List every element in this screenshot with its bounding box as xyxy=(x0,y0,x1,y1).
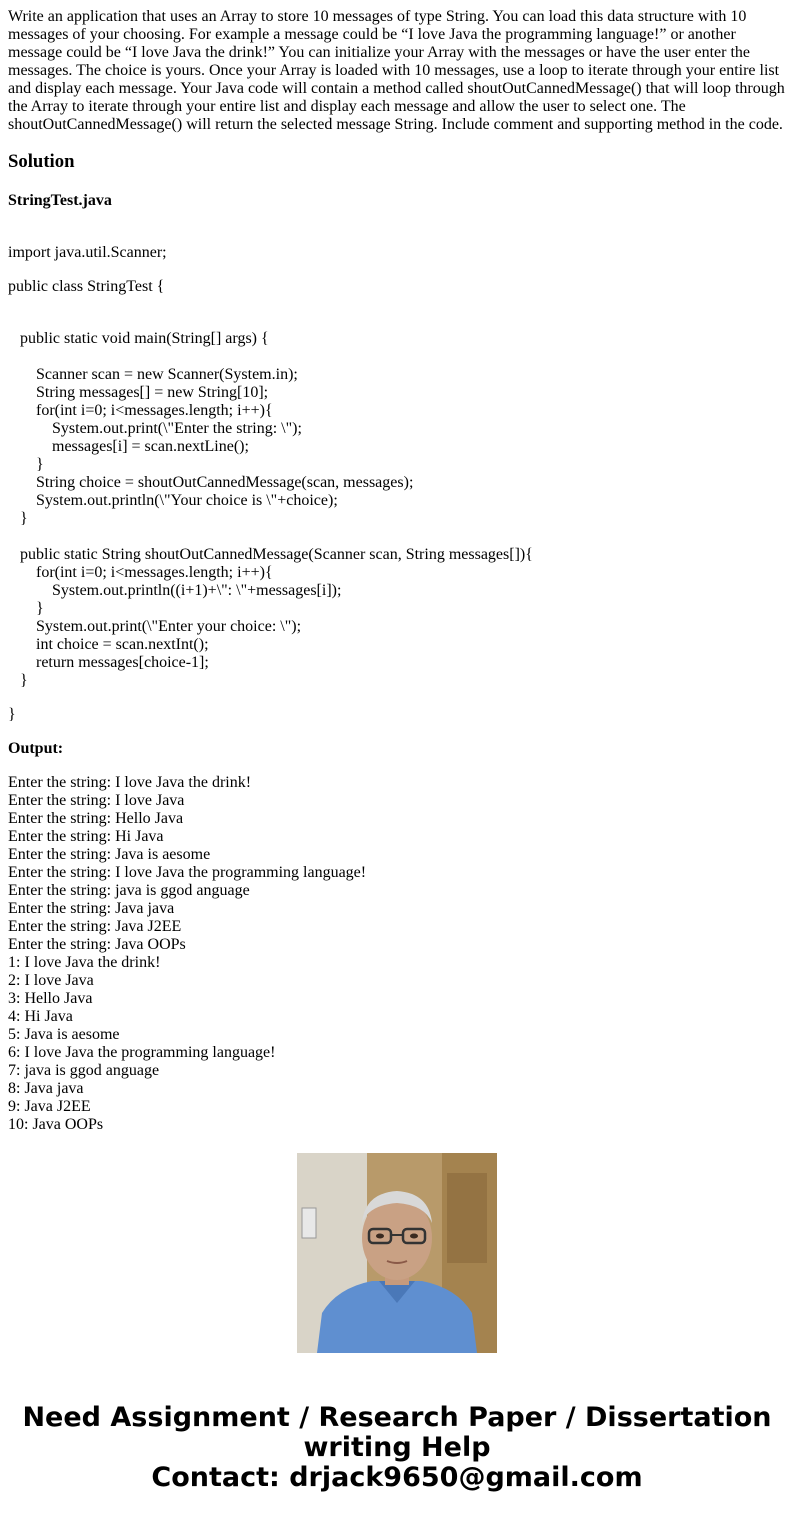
output-heading: Output: xyxy=(8,740,64,757)
output-line: 6: I love Java the programming language! xyxy=(8,1044,276,1061)
code-line: } xyxy=(8,510,28,527)
code-line: messages[i] = scan.nextLine(); xyxy=(8,438,249,455)
code-line: String choice = shoutOutCannedMessage(scan, messages); xyxy=(8,474,414,491)
output-line: 7: java is ggod anguage xyxy=(8,1062,160,1079)
output-line: 10: Java OOPs xyxy=(8,1116,104,1133)
code-line: System.out.println(\"Your choice is \"+choice); xyxy=(8,492,338,509)
output-line: 2: I love Java xyxy=(8,972,94,989)
output-line: Enter the string: Java OOPs xyxy=(8,936,186,953)
program-output xyxy=(8,774,788,1134)
output-line: 3: Hello Java xyxy=(8,990,93,1007)
output-line: Enter the string: I love Java the programming language! xyxy=(8,864,367,881)
article-content xyxy=(8,8,788,1133)
promo-contact: Contact: drjack9650@gmail.com xyxy=(151,1462,643,1493)
output-line: 1: I love Java the drink! xyxy=(8,954,161,971)
code-line: } xyxy=(8,456,44,473)
code-line: Scanner scan = new Scanner(System.in); xyxy=(8,366,298,383)
profile-photo-icon xyxy=(297,1153,497,1353)
code-line: public static String shoutOutCannedMessage(Scanner scan, String messages[]){ xyxy=(8,546,533,563)
code-filename: StringTest.java xyxy=(8,192,112,209)
code-closing-brace: } xyxy=(8,706,16,723)
code-class-line: public class StringTest { xyxy=(8,278,165,295)
output-line: Enter the string: java is ggod anguage xyxy=(8,882,250,899)
promo-line-2: writing Help xyxy=(303,1432,491,1463)
output-line: Enter the string: I love Java xyxy=(8,792,185,809)
output-line: Enter the string: Java J2EE xyxy=(8,918,182,935)
code-line: System.out.print(\"Enter the string: \"); xyxy=(8,420,302,437)
code-line: return messages[choice-1]; xyxy=(8,654,209,671)
output-line: Enter the string: Java is aesome xyxy=(8,846,211,863)
code-line: System.out.print(\"Enter your choice: \"); xyxy=(8,618,302,635)
code-line xyxy=(8,528,788,546)
output-line: Enter the string: Hello Java xyxy=(8,810,184,827)
output-line: 4: Hi Java xyxy=(8,1008,73,1025)
code-line: int choice = scan.nextInt(); xyxy=(8,636,209,653)
code-block xyxy=(8,210,788,724)
output-line: Enter the string: Java java xyxy=(8,900,175,917)
solution-heading: Solution xyxy=(8,151,75,172)
output-line: Enter the string: I love Java the drink! xyxy=(8,774,252,791)
code-methods xyxy=(8,330,788,690)
code-line: String messages[] = new String[10]; xyxy=(8,384,269,401)
output-line: Enter the string: Hi Java xyxy=(8,828,164,845)
code-line: } xyxy=(8,600,44,617)
code-line: } xyxy=(8,672,28,689)
question-text: Write an application that uses an Array to store 10 messages of type String. You can load this data structure with 10 messages of your choosing. For example a message could be “I love Java the programming language!” or another message could be “I love Java the drink!” You can initialize your Array with the messages or have the user enter the messages. The choice is yours. Once your Array is loaded with 10 messages, use a loop to iterate through your entire list and display each message. Your Java code will contain a method called shoutOutCannedMessage() that will loop through the Array to iterate through your entire list and display each message and allow the user to select one. The shoutOutCannedMessage() will return the selected message String. Include comment and supporting method in the code. xyxy=(8,8,785,133)
promo-banner xyxy=(0,1403,794,1493)
output-line: 9: Java J2EE xyxy=(8,1098,91,1115)
code-import-line: import java.util.Scanner; xyxy=(8,244,167,261)
promo-line-1: Need Assignment / Research Paper / Dissertation xyxy=(22,1402,772,1433)
output-line: 8: Java java xyxy=(8,1080,84,1097)
code-line: System.out.println((i+1)+\": \"+messages[i]); xyxy=(8,582,342,599)
author-avatar xyxy=(297,1153,497,1353)
code-line: for(int i=0; i<messages.length; i++){ xyxy=(8,564,273,581)
code-line xyxy=(8,348,788,366)
output-line: 5: Java is aesome xyxy=(8,1026,120,1043)
code-line: for(int i=0; i<messages.length; i++){ xyxy=(8,402,273,419)
code-line: public static void main(String[] args) { xyxy=(8,330,269,347)
